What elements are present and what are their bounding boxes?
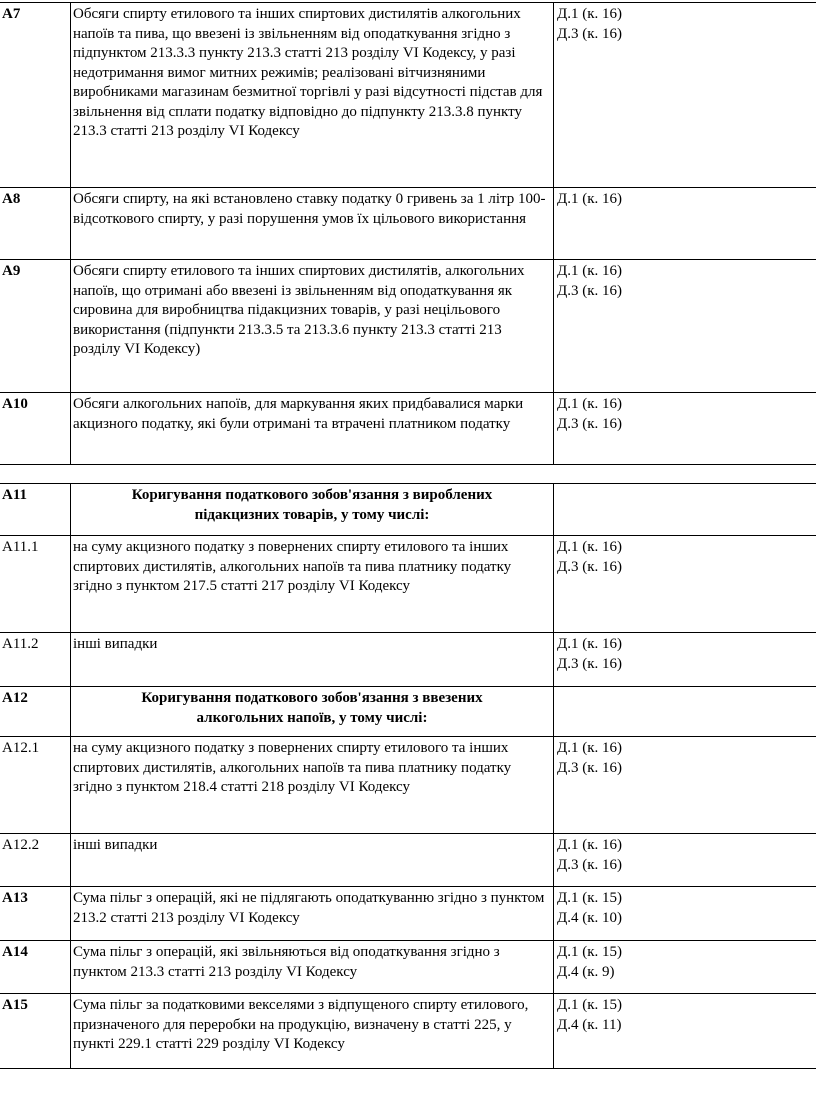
row-description: Обсяги спирту етилового та інших спиртових дистилятів алкогольних напоїв та пива, що ввезені із звільненням від оподаткування згідно з підпунктом 213.3.3 пункту 213.3 статті 213 розділу VI Кодексу, у разі недотримання вимог митних режимів; реалізовані вітчизняними виробниками магазинам безмитної торгівлі у разі відсутності підстав для звільнення від сплати податку відповідно до підпункту 213.3.8 пункту 213.3 статті 213 розділу VI Кодексу xyxy=(71,3,554,188)
ref-entry: Д.3 (к. 16) xyxy=(557,558,623,575)
row-description: на суму акцизного податку з повернених спирту етилового та інших спиртових дистилятів, алкогольних напоїв та пива платнику податку згідно з пунктом 217.5 статті 217 розділу VI Кодексу xyxy=(71,536,554,633)
row-description: інші випадки xyxy=(71,834,554,887)
ref-entry: Д.4 (к. 11) xyxy=(557,1016,622,1033)
table-row xyxy=(0,887,816,941)
ref-entry: Д.3 (к. 16) xyxy=(557,655,623,672)
table-row xyxy=(0,994,816,1069)
ref-entry: Д.1 (к. 16) xyxy=(557,837,623,853)
ref-entry: Д.1 (к. 16) xyxy=(557,396,623,412)
ref-entry: Д.1 (к. 16) xyxy=(557,636,623,652)
table-row xyxy=(0,633,816,687)
row-code: А12.1 xyxy=(0,737,71,834)
row-refs xyxy=(554,887,816,941)
row-code: А14 xyxy=(0,941,71,994)
row-code: А15 xyxy=(0,994,71,1069)
row-code: А12.2 xyxy=(0,834,71,887)
row-description: на суму акцизного податку з повернених спирту етилового та інших спиртових дистилятів, алкогольних напоїв та пива платнику податку згідно з пунктом 218.4 статті 218 розділу VI Кодексу xyxy=(71,737,554,834)
ref-entry: Д.3 (к. 16) xyxy=(557,25,623,42)
row-description: Сума пільг за податковими векселями з відпущеного спирту етилового, призначеного для переробки на продукцію, визначену в статті 225, у пункті 229.1 статті 229 розділу VI Кодексу xyxy=(71,994,554,1069)
row-refs xyxy=(554,941,816,994)
ref-entry: Д.1 (к. 15) xyxy=(557,997,623,1013)
row-refs xyxy=(554,834,816,887)
row-refs xyxy=(554,3,816,188)
ref-entry: Д.1 (к. 15) xyxy=(557,944,623,960)
table-row xyxy=(0,536,816,633)
table-row xyxy=(0,737,816,834)
table-row xyxy=(0,941,816,994)
row-code: А11.2 xyxy=(0,633,71,687)
ref-entry: Д.1 (к. 15) xyxy=(557,890,623,906)
ref-entry: Д.4 (к. 9) xyxy=(557,963,615,980)
table-row xyxy=(0,687,816,737)
table-row xyxy=(0,834,816,887)
row-code: А10 xyxy=(0,393,71,465)
table-row xyxy=(0,260,816,393)
row-description: Обсяги алкогольних напоїв, для маркування яких придбавалися марки акцизного податку, які були отримані та втрачені платником податку xyxy=(71,393,554,465)
ref-entry: Д.3 (к. 16) xyxy=(557,282,623,299)
table-row xyxy=(0,393,816,465)
ref-entry: Д.3 (к. 16) xyxy=(557,856,623,873)
row-refs xyxy=(554,687,816,737)
table-row xyxy=(0,3,816,188)
excise-table-top xyxy=(0,2,816,465)
row-code: А11.1 xyxy=(0,536,71,633)
row-code: А9 xyxy=(0,260,71,393)
row-code: А11 xyxy=(0,484,71,536)
row-description: Сума пільг з операцій, які звільняються від оподаткування згідно з пунктом 213.3 статті 213 розділу VI Кодексу xyxy=(71,941,554,994)
row-code: А12 xyxy=(0,687,71,737)
row-code: А8 xyxy=(0,188,71,260)
excise-table-bottom xyxy=(0,483,816,1069)
ref-entry: Д.1 (к. 16) xyxy=(557,191,623,207)
section-heading: Коригування податкового зобов'язання з вироблених підакцизних товарів, у тому числі: xyxy=(71,484,554,536)
row-description: Обсяги спирту, на які встановлено ставку податку 0 гривень за 1 літр 100-відсоткового спирту, у разі порушення умов їх цільового використання xyxy=(71,188,554,260)
row-refs xyxy=(554,994,816,1069)
row-description: Обсяги спирту етилового та інших спиртових дистилятів, алкогольних напоїв, що отримані або ввезені із звільненням від оподаткування як сировина для виробництва підакцизних товарів, у разі нецільового використання (підпункти 213.3.5 та 213.3.6 пункту 213.3 статті 213 розділу VI Кодексу) xyxy=(71,260,554,393)
row-code: А13 xyxy=(0,887,71,941)
row-refs xyxy=(554,536,816,633)
row-refs xyxy=(554,260,816,393)
ref-entry: Д.1 (к. 16) xyxy=(557,740,623,756)
row-refs xyxy=(554,484,816,536)
ref-entry: Д.3 (к. 16) xyxy=(557,759,623,776)
row-description: Сума пільг з операцій, які не підлягають оподаткуванню згідно з пунктом 213.2 статті 213 розділу VI Кодексу xyxy=(71,887,554,941)
ref-entry: Д.1 (к. 16) xyxy=(557,263,623,279)
table-row xyxy=(0,484,816,536)
row-refs xyxy=(554,737,816,834)
table-row xyxy=(0,188,816,260)
section-heading: Коригування податкового зобов'язання з ввезених алкогольних напоїв, у тому числі: xyxy=(71,687,554,737)
row-description: інші випадки xyxy=(71,633,554,687)
row-code: А7 xyxy=(0,3,71,188)
row-refs xyxy=(554,188,816,260)
ref-entry: Д.4 (к. 10) xyxy=(557,909,623,926)
ref-entry: Д.3 (к. 16) xyxy=(557,415,623,432)
row-refs xyxy=(554,633,816,687)
ref-entry: Д.1 (к. 16) xyxy=(557,539,623,555)
ref-entry: Д.1 (к. 16) xyxy=(557,6,623,22)
row-refs xyxy=(554,393,816,465)
